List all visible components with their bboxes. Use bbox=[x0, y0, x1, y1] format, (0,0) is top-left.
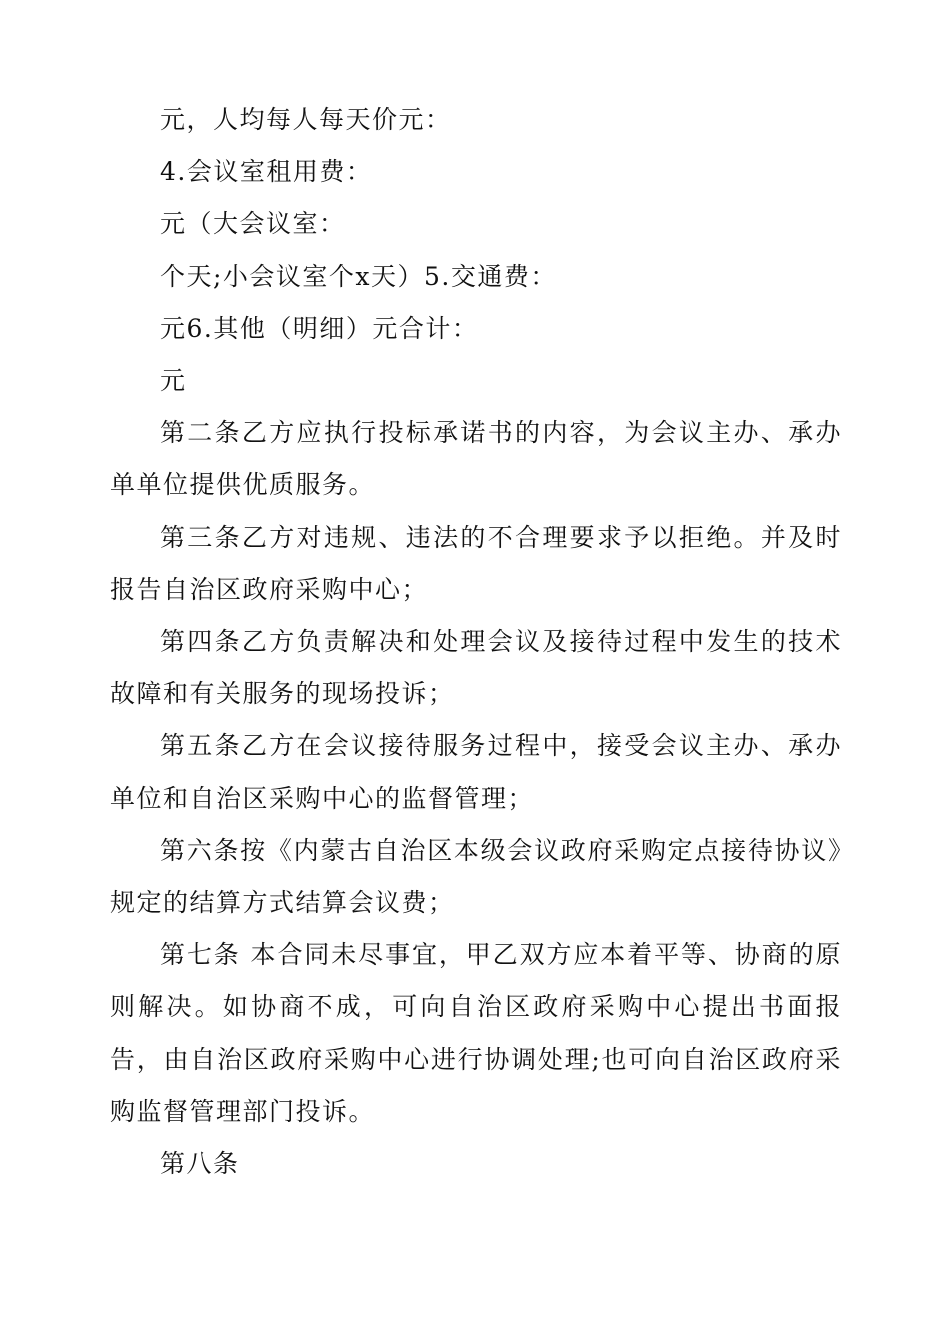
article-5: 第五条乙方在会议接待服务过程中，接受会议主办、承办单位和自治区采购中心的监督管理； bbox=[110, 731, 842, 813]
paragraph-yuan: 元 bbox=[160, 366, 187, 396]
paragraph-other-total: 元6.其他（明细）元合计： bbox=[160, 313, 479, 343]
article-4: 第四条乙方负责解决和处理会议及接待过程中发生的技术故障和有关服务的现场投诉； bbox=[110, 627, 842, 709]
paragraph-room-rental: 4.会议室租用费： bbox=[160, 157, 373, 187]
paragraph-large-room: 元（大会议室： bbox=[160, 209, 346, 239]
document-body bbox=[110, 94, 842, 1190]
article-8: 第八条 bbox=[160, 1149, 240, 1179]
paragraph-per-person-price: 元，人均每人每天价元： bbox=[160, 105, 452, 134]
article-6: 第六条按《内蒙古自治区本级会议政府采购定点接待协议》规定的结算方式结算会议费； bbox=[110, 835, 842, 918]
article-3: 第三条乙方对违规、违法的不合理要求予以拒绝。并及时报告自治区政府采购中心； bbox=[110, 522, 842, 604]
article-7: 第七条 本合同未尽事宜，甲乙双方应本着平等、协商的原则解决。如协商不成，可向自治区政府采购中心提出书面报告，由自治区政府采购中心进行协调处理;也可向自治区政府采购监督管理部门投诉。 bbox=[110, 940, 842, 1126]
paragraph-small-room-transport: 个天;小会议室个x天）5.交通费： bbox=[160, 261, 557, 291]
article-2: 第二条乙方应执行投标承诺书的内容，为会议主办、承办单单位提供优质服务。 bbox=[110, 418, 842, 500]
